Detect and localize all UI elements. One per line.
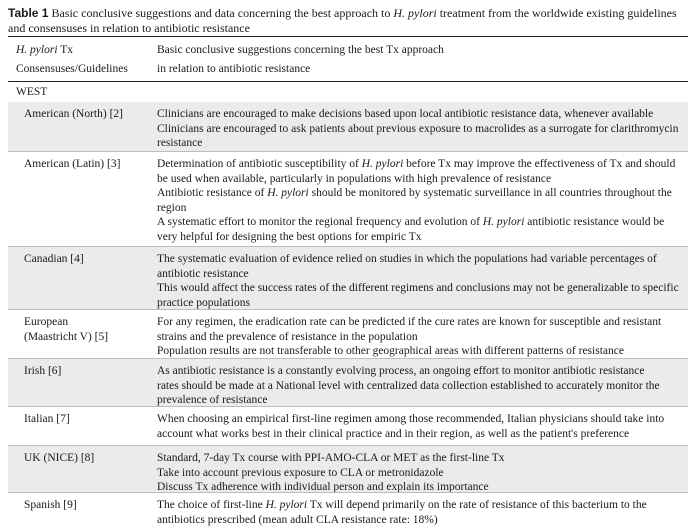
guideline-name-line: American (North) [2] bbox=[24, 108, 123, 120]
guideline-name-line: Irish [6] bbox=[24, 365, 62, 377]
suggestion-line: be used when available, particularly in populations with high prevalence of resistance bbox=[157, 172, 552, 185]
suggestion-line: Antibiotic resistance of H. pylori should be monitored by systematic surveillance in all countries throughout the bbox=[157, 187, 672, 200]
suggestion-text bbox=[142, 359, 688, 406]
table-row bbox=[8, 102, 688, 151]
caption-label: Table 1 bbox=[8, 6, 49, 20]
suggestion-text bbox=[142, 407, 688, 445]
header-col1-italic: H. pylori bbox=[16, 44, 58, 56]
suggestion-text bbox=[142, 102, 688, 151]
table-body bbox=[8, 102, 688, 531]
table-top-rule bbox=[8, 36, 688, 37]
header-col2 bbox=[157, 41, 444, 79]
guideline-name-line: UK (NICE) [8] bbox=[24, 452, 95, 464]
suggestion-line: This would affect the success rates of the different regimens and conclusions may not be generalizable to specific bbox=[157, 282, 679, 295]
guideline-name-line: (Maastricht V) [5] bbox=[24, 330, 109, 343]
suggestion-line: Take into account previous exposure to CLA or metronidazole bbox=[157, 466, 444, 479]
table-row bbox=[8, 492, 688, 531]
guideline-name-line: European bbox=[24, 316, 69, 328]
header-col1 bbox=[16, 41, 128, 79]
guideline-name bbox=[8, 446, 142, 492]
suggestion-line: antibiotic resistance bbox=[157, 267, 249, 280]
table-row bbox=[8, 309, 688, 358]
guideline-name-line: Canadian [4] bbox=[24, 253, 84, 265]
guideline-name bbox=[8, 493, 142, 531]
suggestion-text bbox=[142, 493, 688, 531]
suggestion-line: For any regimen, the eradication rate can be predicted if the cure rates are known for susceptible and resistant bbox=[157, 316, 662, 328]
caption-text-after: treatment from the worldwide existing guidelines and consensuses in relation to antibiotic resistance bbox=[8, 6, 677, 35]
guideline-name bbox=[8, 247, 142, 309]
suggestion-line: The choice of first-line H. pylori Tx will depend primarily on the rate of resistance of this bacterium to the bbox=[157, 499, 647, 511]
caption-text-before: Basic conclusive suggestions and data concerning the best approach to bbox=[51, 6, 394, 20]
suggestion-line: When choosing an empirical first-line regimen among those recommended, Italian physicians should take into bbox=[157, 413, 665, 425]
table-row bbox=[8, 151, 688, 246]
suggestion-line: Discuss Tx adherence with individual person and explain its importance bbox=[157, 481, 489, 494]
suggestion-line: A systematic effort to monitor the regional frequency and evolution of H. pylori antibiotic resistance would be bbox=[157, 216, 665, 229]
suggestion-line: As antibiotic resistance is a constantly evolving process, an ongoing effort to monitor antibiotic resistance bbox=[157, 365, 645, 377]
suggestion-line: Population results are not transferable to other geographical areas with different patterns of resistance bbox=[157, 345, 624, 358]
suggestion-line: Determination of antibiotic susceptibility of H. pylori before Tx may improve the effectiveness of Tx and should bbox=[157, 158, 676, 170]
suggestion-line: The systematic evaluation of evidence relied on studies in which the populations had variable percentages of bbox=[157, 253, 657, 265]
suggestion-line: Clinicians are encouraged to make decisions based upon local antibiotic resistance data, whenever available bbox=[157, 108, 654, 120]
section-west: WEST bbox=[8, 82, 688, 102]
header-col1-rest: Tx bbox=[57, 44, 73, 56]
guideline-name bbox=[8, 102, 142, 151]
suggestion-line: prevalence of resistance bbox=[157, 394, 268, 407]
header-col2-line2: in relation to antibiotic resistance bbox=[157, 63, 311, 75]
suggestion-text bbox=[142, 247, 688, 309]
guideline-name bbox=[8, 310, 142, 358]
suggestion-line: practice populations bbox=[157, 296, 250, 309]
table-row bbox=[8, 445, 688, 492]
guideline-name-line: American (Latin) [3] bbox=[24, 158, 121, 170]
suggestion-line: region bbox=[157, 201, 187, 214]
guideline-name-line: Italian [7] bbox=[24, 413, 70, 425]
suggestion-line: resistance bbox=[157, 137, 203, 150]
table-row bbox=[8, 246, 688, 309]
guideline-name bbox=[8, 152, 142, 246]
suggestion-line: antibiotics prescribed (mean adult CLA resistance rate: 18%) bbox=[157, 513, 438, 526]
suggestion-text bbox=[142, 310, 688, 358]
suggestion-line: very helpful for designing the best options for empiric Tx bbox=[157, 230, 422, 243]
header-col1-line2: Consensuses/Guidelines bbox=[16, 63, 128, 75]
suggestion-line: Clinicians are encouraged to ask patients about previous exposure to macrolides as a surrogate for clarithromycin bbox=[157, 122, 679, 135]
table-caption bbox=[8, 6, 688, 36]
guideline-name bbox=[8, 359, 142, 406]
caption-italic: H. pylori bbox=[393, 6, 437, 20]
table-row bbox=[8, 406, 688, 445]
header-col2-line1: Basic conclusive suggestions concerning the best Tx approach bbox=[157, 44, 444, 56]
suggestion-line: account what works best in their clinical practice and in their region, as well as the patient's preference bbox=[157, 427, 630, 440]
guideline-name bbox=[8, 407, 142, 445]
suggestion-line: Standard, 7-day Tx course with PPI-AMO-CLA or MET as the first-line Tx bbox=[157, 452, 505, 464]
suggestion-line: strains and the prevalence of resistance in the population bbox=[157, 330, 418, 343]
guideline-name-line: Spanish [9] bbox=[24, 499, 77, 511]
suggestion-text bbox=[142, 446, 688, 492]
table-row bbox=[8, 358, 688, 406]
suggestion-line: rates should be made at a National level with centralized data collection established to accurately monitor the bbox=[157, 379, 660, 392]
suggestion-text bbox=[142, 152, 688, 246]
